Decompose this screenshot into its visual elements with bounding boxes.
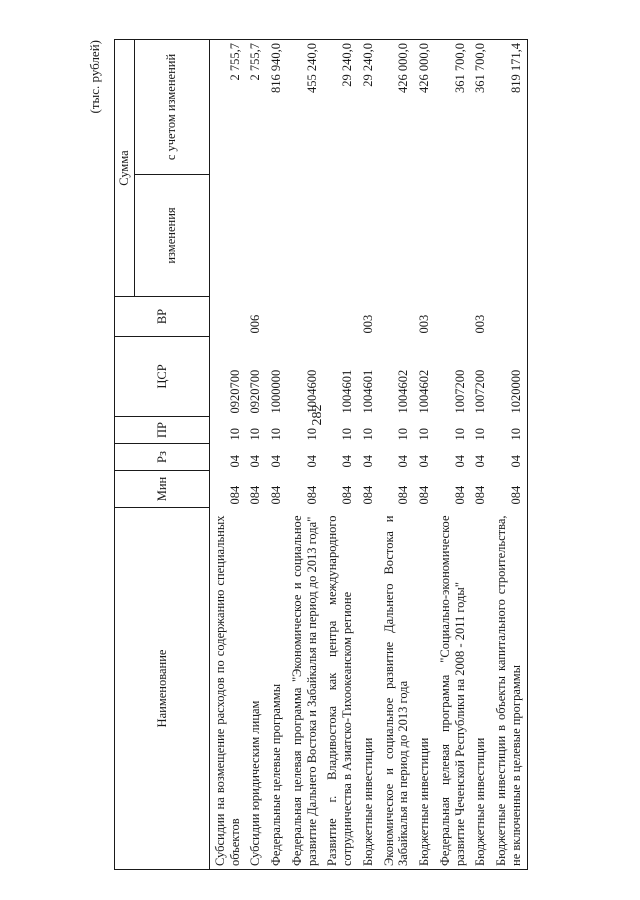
row-name: Федеральная целевая программа "Экономическое и социальное развитие Дальнего Востока и Забайкалья на период до 2013 года"	[287, 508, 323, 870]
header-vr: ВР	[115, 297, 210, 337]
row-rz: 04	[304, 455, 319, 468]
table-row	[414, 40, 435, 870]
header-with-changes: с учетом изменений	[134, 40, 209, 175]
row-csr: 1004600	[304, 369, 319, 414]
row-rz: 04	[340, 455, 354, 468]
row-changes	[470, 175, 491, 297]
row-changes	[435, 175, 471, 297]
row-name: Бюджетные инвестиции в объекты капитального строительства, не включенные в целевые программы	[491, 508, 527, 870]
row-name: Субсидии на возмещение расходов по содержанию специальных объектов	[209, 508, 245, 870]
row-min: 084	[360, 485, 375, 505]
table-row	[435, 40, 471, 870]
header-pr: ПР	[115, 417, 210, 444]
row-rz: 04	[396, 455, 411, 468]
row-min: 084	[269, 485, 283, 505]
row-pr: 10	[452, 428, 467, 441]
row-pr: 10	[491, 417, 527, 444]
row-csr: 1000000	[269, 369, 283, 414]
row-name: Федеральные целевые программы	[266, 508, 287, 870]
row-changes	[379, 175, 415, 297]
row-vr: 003	[417, 314, 431, 334]
row-with-changes: 361 700,0	[470, 40, 491, 175]
row-pr: 10	[227, 428, 242, 441]
budget-table	[114, 39, 528, 870]
budget-sheet	[78, 40, 568, 870]
row-rz: 04	[227, 455, 242, 468]
header-changes: изменения	[134, 175, 209, 297]
row-pr: 10	[417, 428, 431, 441]
row-with-changes: 2 755,7	[245, 40, 266, 175]
table-row	[491, 40, 527, 870]
row-min: 084	[304, 485, 319, 505]
row-vr	[435, 297, 471, 337]
row-min: 084	[396, 485, 411, 505]
row-rz: 04	[491, 444, 527, 471]
row-pr: 10	[269, 428, 283, 441]
row-vr	[209, 297, 245, 337]
row-with-changes: 426 000,0	[414, 40, 435, 175]
row-csr: 1004602	[417, 369, 431, 414]
row-min: 084	[227, 485, 242, 505]
header-min: Мин	[115, 471, 210, 508]
row-min: 084	[491, 471, 527, 508]
row-csr: 1004601	[340, 369, 354, 414]
row-csr: 1007200	[473, 369, 488, 414]
table-row	[245, 40, 266, 870]
row-rz: 04	[417, 455, 431, 468]
row-vr	[379, 297, 415, 337]
row-with-changes: 426 000,0	[379, 40, 415, 175]
row-name: Субсидии юридическим лицам	[245, 508, 266, 870]
row-pr: 10	[248, 428, 263, 441]
row-with-changes: 2 755,7	[209, 40, 245, 175]
row-rz: 04	[360, 455, 375, 468]
row-with-changes: 819 171,4	[491, 40, 527, 175]
units-note: (тыс. рублей)	[87, 40, 102, 114]
row-with-changes: 29 240,0	[358, 40, 379, 175]
row-min: 084	[248, 485, 263, 505]
row-changes	[358, 175, 379, 297]
row-with-changes: 29 240,0	[322, 40, 358, 175]
row-pr: 10	[304, 428, 319, 441]
table-row	[209, 40, 245, 870]
table-row	[287, 40, 323, 870]
row-with-changes: 361 700,0	[435, 40, 471, 175]
row-vr	[287, 297, 323, 337]
row-vr	[322, 297, 358, 337]
row-name: Федеральная целевая программа "Социально-экономическое развитие Чеченской Республики на 2008 - 2011 годы"	[435, 508, 471, 870]
row-csr: 1004601	[360, 369, 375, 414]
row-csr: 0920700	[227, 369, 242, 414]
header-rz: Рз	[115, 444, 210, 471]
row-changes	[322, 175, 358, 297]
row-min: 084	[473, 485, 488, 505]
row-name: Бюджетные инвестиции	[358, 508, 379, 870]
table-row	[266, 40, 287, 870]
row-vr: 003	[360, 314, 375, 334]
row-rz: 04	[248, 455, 263, 468]
table-row	[322, 40, 358, 870]
row-name: Развитие г. Владивостока как центра международного сотрудничества в Азиатско-Тихоокеанском регионе	[322, 508, 358, 870]
row-pr: 10	[473, 428, 488, 441]
row-rz: 04	[269, 455, 283, 468]
table-row	[358, 40, 379, 870]
row-csr: 0920700	[248, 369, 263, 414]
row-changes	[266, 175, 287, 297]
row-name: Бюджетные инвестиции	[470, 508, 491, 870]
row-pr: 10	[360, 428, 375, 441]
row-changes	[414, 175, 435, 297]
row-csr: 1007200	[452, 369, 467, 414]
row-vr: 006	[248, 314, 263, 334]
row-vr	[266, 297, 287, 337]
row-vr	[491, 297, 527, 337]
table-row	[470, 40, 491, 870]
row-min: 084	[417, 485, 431, 505]
row-with-changes: 455 240,0	[287, 40, 323, 175]
row-min: 084	[340, 485, 354, 505]
row-csr: 1004602	[396, 369, 411, 414]
row-pr: 10	[340, 428, 354, 441]
page-number: 282	[310, 404, 325, 426]
table-row	[379, 40, 415, 870]
row-with-changes: 816 940,0	[266, 40, 287, 175]
row-csr: 1020000	[491, 337, 527, 417]
row-name: Экономическое и социальное развитие Дальнего Востока и Забайкалья на период до 2013 года	[379, 508, 415, 870]
row-name: Бюджетные инвестиции	[414, 508, 435, 870]
header-name: Наименование	[115, 508, 210, 870]
row-pr: 10	[396, 428, 411, 441]
row-changes	[245, 175, 266, 297]
row-vr: 003	[473, 314, 488, 334]
row-rz: 04	[473, 455, 488, 468]
row-changes	[209, 175, 245, 297]
header-sum: Сумма	[115, 40, 135, 297]
row-changes	[287, 175, 323, 297]
row-min: 084	[452, 485, 467, 505]
row-changes	[491, 175, 527, 297]
header-csr: ЦСР	[115, 337, 210, 417]
row-rz: 04	[452, 455, 467, 468]
